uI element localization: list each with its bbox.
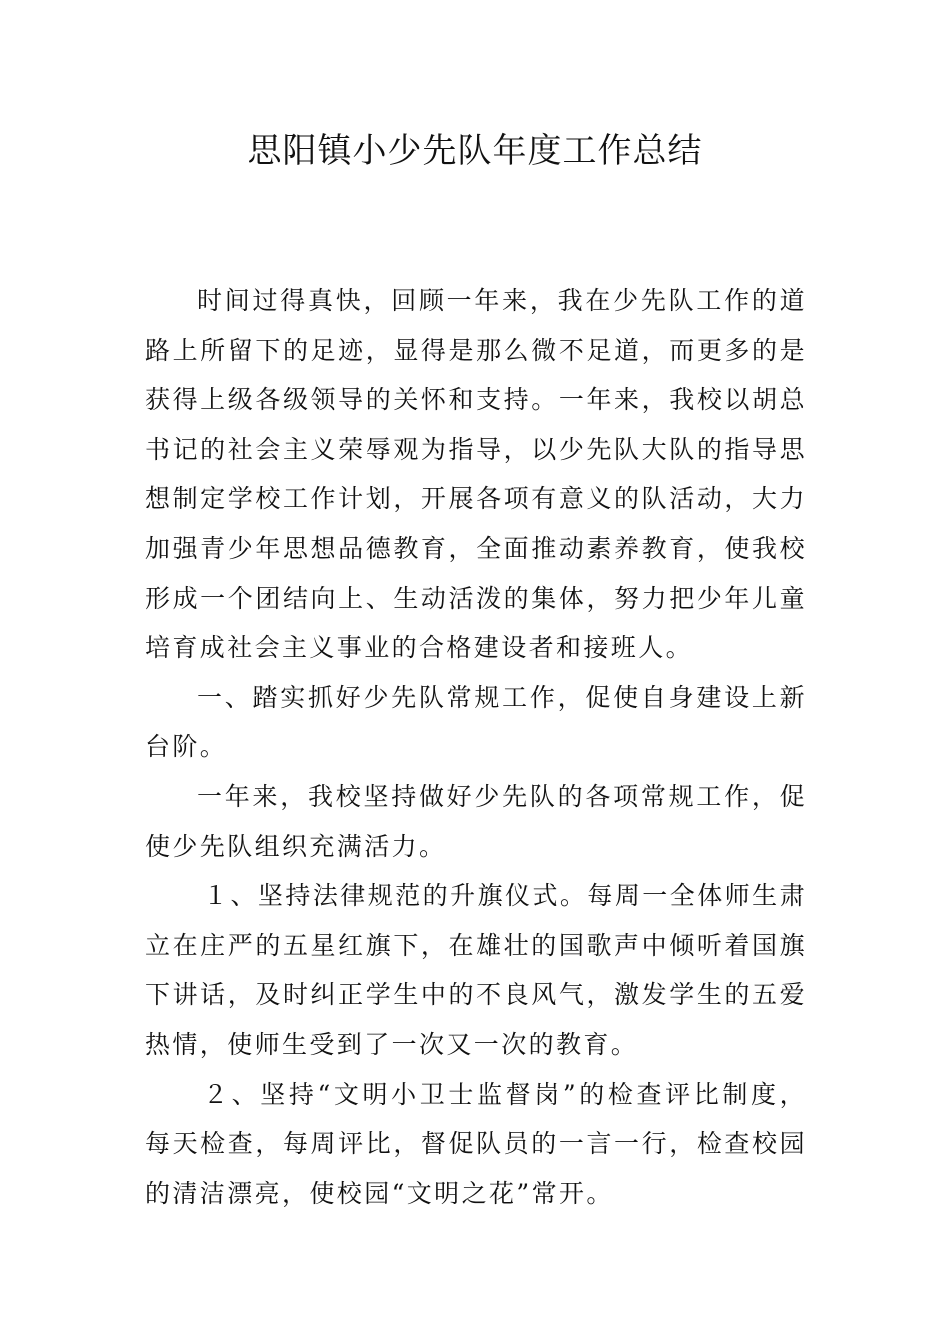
paragraph-section-1-summary: 一年来，我校坚持做好少先队的各项常规工作，促使少先队组织充满活力。 [145, 781, 807, 861]
section-heading-1: 一、踏实抓好少先队常规工作，促使自身建设上新台阶。 [145, 682, 807, 762]
document-body [145, 276, 807, 1218]
paragraph-intro: 时间过得真快，回顾一年来，我在少先队工作的道路上所留下的足迹，显得是那么微不足道，而更多的是获得上级各级领导的关怀和支持。一年来，我校以胡总书记的社会主义荣辱观为指导，以少先队大队的指导思想制定学校工作计划，开展各项有意义的队活动，大力加强青少年思想品德教育，全面推动素养教育，使我校形成一个团结向上、生动活泼的集体，努力把少年儿童培育成社会主义事业的合格建设者和接班人。 [145, 286, 807, 663]
list-item-1: １、坚持法律规范的升旗仪式。每周一全体师生肃立在庄严的五星红旗下，在雄壮的国歌声中倾听着国旗下讲话，及时纠正学生中的不良风气，激发学生的五爱热情，使师生受到了一次又一次的教育。 [145, 881, 807, 1059]
document-title: 思阳镇小少先队年度工作总结 [247, 131, 703, 171]
list-item-2: ２、坚持“文明小卫士监督岗”的检查评比制度，每天检查，每周评比，督促队员的一言一行，检查校园的清洁漂亮，使校园“文明之花”常开。 [145, 1079, 807, 1208]
